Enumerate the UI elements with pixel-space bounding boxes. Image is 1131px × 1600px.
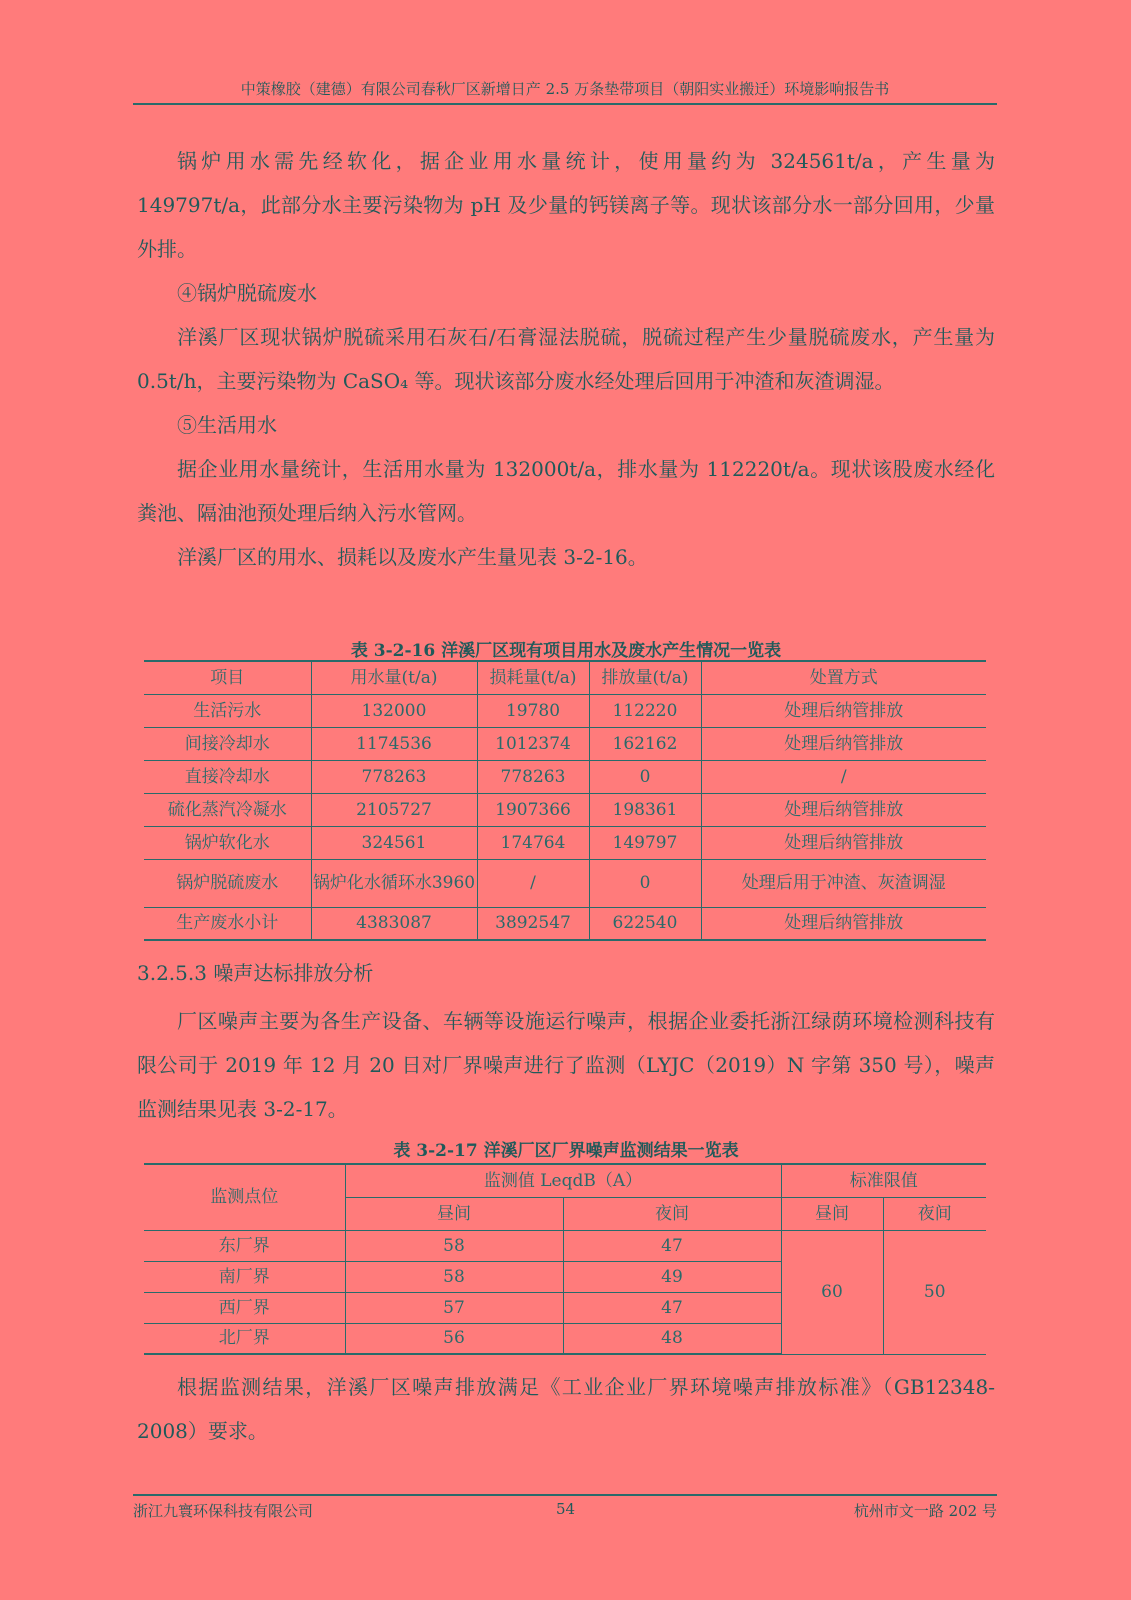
table-cell: 132000 <box>311 694 477 727</box>
table-cell: 778263 <box>311 760 477 793</box>
table-cell: 58 <box>345 1261 563 1292</box>
header-monitoring-point: 监测点位 <box>144 1164 345 1230</box>
table-row <box>144 727 986 760</box>
table-cell: 4383087 <box>311 907 477 940</box>
table-cell: 直接冷却水 <box>144 760 311 793</box>
section-heading: 3.2.5.3 噪声达标排放分析 <box>137 961 374 985</box>
table-row <box>144 826 986 859</box>
table-cell: 47 <box>563 1292 781 1323</box>
table-cell: / <box>701 760 986 793</box>
table-cell: 47 <box>563 1230 781 1261</box>
paragraph-table-reference: 洋溪厂区的用水、损耗以及废水产生量见表 3-2-16。 <box>177 545 648 569</box>
header-measured-night: 夜间 <box>563 1197 781 1230</box>
table-cell: 778263 <box>477 760 589 793</box>
table-cell: 处理后纳管排放 <box>701 727 986 760</box>
subheading-domestic-water: ⑤生活用水 <box>177 413 277 437</box>
header-standard-limit: 标准限值 <box>781 1164 986 1197</box>
footer-rule <box>133 1494 997 1496</box>
table-row <box>144 1230 986 1261</box>
footer-address: 杭州市文一路 202 号 <box>853 1502 997 1520</box>
table-cell: 112220 <box>589 694 701 727</box>
table-row <box>144 859 986 907</box>
page-header: 中策橡胶（建德）有限公司春秋厂区新增日产 2.5 万条垫带项目（朝阳实业搬迁）环境影响报告书 <box>240 80 890 98</box>
table-cell: 48 <box>563 1323 781 1354</box>
table2-caption: 表 3-2-17 洋溪厂区厂界噪声监测结果一览表 <box>393 1141 739 1161</box>
table-cell: 西厂界 <box>144 1292 345 1323</box>
body-block-1 <box>137 139 995 579</box>
table-row <box>144 907 986 940</box>
table-cell: 174764 <box>477 826 589 859</box>
table-header-row <box>144 661 986 694</box>
table-cell: 162162 <box>589 727 701 760</box>
table-header-cell: 处置方式 <box>701 661 986 694</box>
table-cell: 1174536 <box>311 727 477 760</box>
body-block-3 <box>137 1365 995 1453</box>
table-cell: 149797 <box>589 826 701 859</box>
table-cell: 57 <box>345 1292 563 1323</box>
paragraph-desulfurization: 洋溪厂区现状锅炉脱硫采用石灰石/石膏湿法脱硫，脱硫过程产生少量脱硫废水，产生量为 0.5t/h，主要污染物为 CaSO₄ 等。现状该部分废水经处理后回用于冲渣和灰渣调湿。 <box>137 325 995 393</box>
table-cell: 2105727 <box>311 793 477 826</box>
table-cell: 处理后用于冲渣、灰渣调湿 <box>701 859 986 907</box>
body-block-2 <box>137 999 995 1131</box>
table-cell: 198361 <box>589 793 701 826</box>
footer-page-number: 54 <box>555 1500 576 1518</box>
table-cell: 锅炉软化水 <box>144 826 311 859</box>
header-limit-night: 夜间 <box>883 1197 986 1230</box>
table-cell: 622540 <box>589 907 701 940</box>
table-cell: 锅炉脱硫废水 <box>144 859 311 907</box>
limit-day-value: 60 <box>781 1230 883 1354</box>
table-cell: 间接冷却水 <box>144 727 311 760</box>
table-cell: 1907366 <box>477 793 589 826</box>
water-usage-table <box>144 660 986 941</box>
table-header-cell: 损耗量(t/a) <box>477 661 589 694</box>
table-header-cell: 项目 <box>144 661 311 694</box>
table-row <box>144 793 986 826</box>
table-header-cell: 排放量(t/a) <box>589 661 701 694</box>
limit-night-value: 50 <box>883 1230 986 1354</box>
table-cell: 北厂界 <box>144 1323 345 1354</box>
table-cell: 19780 <box>477 694 589 727</box>
table-cell: 1012374 <box>477 727 589 760</box>
table-cell: 58 <box>345 1230 563 1261</box>
table-row <box>144 694 986 727</box>
table-cell: 0 <box>589 760 701 793</box>
paragraph-boiler-water: 锅炉用水需先经软化，据企业用水量统计，使用量约为 324561t/a，产生量为 149797t/a，此部分水主要污染物为 pH 及少量的钙镁离子等。现状该部分水一部分回用，少量外排。 <box>137 149 995 261</box>
table-cell: 处理后纳管排放 <box>701 694 986 727</box>
table-row <box>144 760 986 793</box>
header-limit-day: 昼间 <box>781 1197 883 1230</box>
table-cell: 324561 <box>311 826 477 859</box>
subheading-desulfurization: ④锅炉脱硫废水 <box>177 281 317 305</box>
footer-company: 浙江九寰环保科技有限公司 <box>133 1502 314 1520</box>
table-cell: 0 <box>589 859 701 907</box>
table-cell: 生活污水 <box>144 694 311 727</box>
paragraph-noise: 厂区噪声主要为各生产设备、车辆等设施运行噪声，根据企业委托浙江绿荫环境检测科技有限公司于 2019 年 12 月 20 日对厂界噪声进行了监测（LYJC（2019）N 字第 350 号），噪声监测结果见表 3-2-17。 <box>137 1009 995 1121</box>
table-cell: 49 <box>563 1261 781 1292</box>
table1-caption: 表 3-2-16 洋溪厂区现有项目用水及废水产生情况一览表 <box>350 641 782 661</box>
table-cell: 56 <box>345 1323 563 1354</box>
table-cell: 硫化蒸汽冷凝水 <box>144 793 311 826</box>
table-header-cell: 用水量(t/a) <box>311 661 477 694</box>
noise-monitoring-table <box>144 1163 986 1355</box>
table-cell: 锅炉化水循环水3960 <box>311 859 477 907</box>
table-cell: 南厂界 <box>144 1261 345 1292</box>
header-rule <box>133 103 997 105</box>
header-measured-day: 昼间 <box>345 1197 563 1230</box>
table-cell: 东厂界 <box>144 1230 345 1261</box>
paragraph-conclusion: 根据监测结果，洋溪厂区噪声排放满足《工业企业厂界环境噪声排放标准》（GB12348-2008）要求。 <box>137 1375 995 1443</box>
table-cell: 3892547 <box>477 907 589 940</box>
table-cell: 生产废水小计 <box>144 907 311 940</box>
table-cell: / <box>477 859 589 907</box>
header-measured-value: 监测值 LeqdB（A） <box>345 1164 781 1197</box>
table-cell: 处理后纳管排放 <box>701 826 986 859</box>
table-cell: 处理后纳管排放 <box>701 907 986 940</box>
table-cell: 处理后纳管排放 <box>701 793 986 826</box>
paragraph-domestic-water: 据企业用水量统计，生活用水量为 132000t/a，排水量为 112220t/a。现状该股废水经化粪池、隔油池预处理后纳入污水管网。 <box>137 457 995 525</box>
